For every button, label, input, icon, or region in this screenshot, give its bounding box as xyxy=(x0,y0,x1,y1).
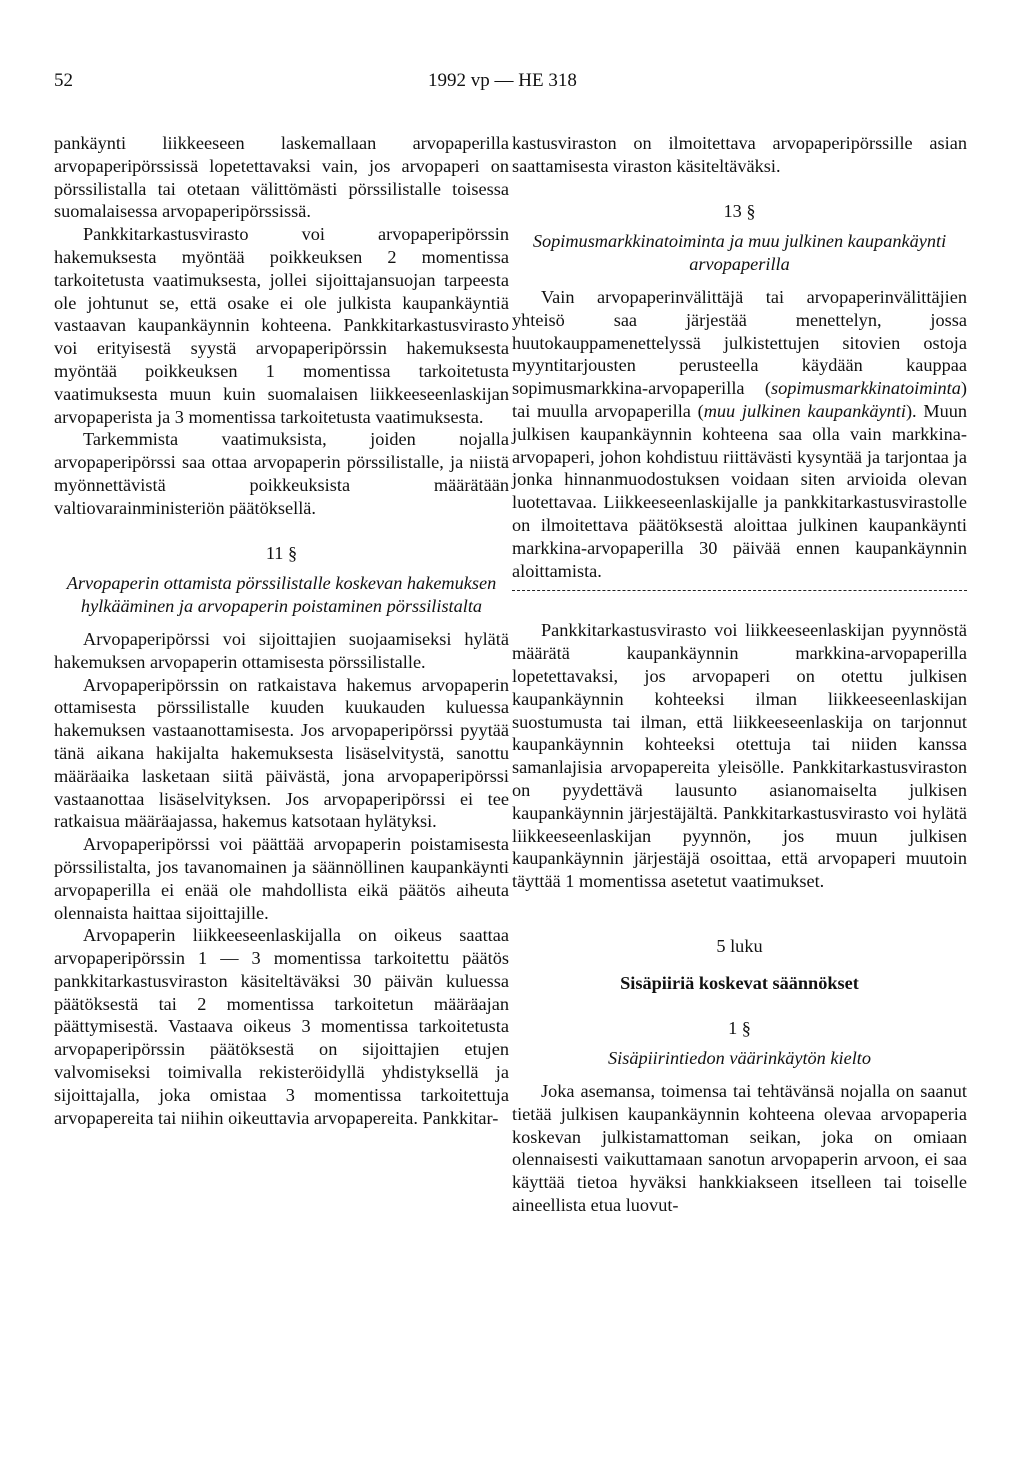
paragraph: Joka asemansa, toimensa tai tehtävänsä nojalla on saanut tietää julkisen kaupankäynnin kohteena olevaa arvopaperia koskevan julkistamattoman seikan, joka on omiaan olennaisesti vaikuttamaan sanotun arvopaperin arvoon, ei saa käyttää tietoa hyväksi hankkiakseen itselleen tai toiselle aineellista etua luovut- xyxy=(512,1081,967,1216)
page-header xyxy=(0,70,1024,100)
left-column xyxy=(54,132,509,1129)
section-title: Sisäpiirintiedon väärinkäytön kielto xyxy=(607,1048,871,1069)
paragraph: pankäynti liikkeeseen laskemallaan arvopaperilla arvopaperipörssissä lopetettavaksi vain, jos arvopaperi on pörssilistalla tai otetaan välittömästi pörssilistalle toisessa suomalaisessa arvopaperipörssissä. xyxy=(54,133,509,222)
running-title: 1992 vp — HE 318 xyxy=(428,70,577,91)
section-title: Sopimusmarkkinatoiminta ja muu julkinen kaupankäynti arvopaperilla xyxy=(532,231,947,275)
paragraph: Arvopaperipörssi voi päättää arvopaperin poistamisesta pörssilistalta, jos tavanomainen ja säännöllinen kaupankäynti arvopaperilla ei enää ole mahdollista eikä päätös aiheuta olennaista haittaa sijoittajille. xyxy=(54,834,509,923)
defined-term: muu julkinen kaupankäynti xyxy=(703,400,906,421)
paragraph: Pankkitarkastusvirasto voi liikkeeseenlaskijan pyynnöstä määrätä kaupankäynnin markkina-arvopaperilla lopetettavaksi, jos arvopaperi on otettu julkisen kaupankäynnin kohteeksi ilman liikkeeseenlaskijan suostumusta tai ilman, että liikkeeseenlaskija on tarjonnut kaupankäynnin kohteeksi otettuja tai niiden kanssa samanlajisia arvopapereita yleisölle. Pankkitarkastusviraston on pyydettävä lausunto asianomaiselta julkisen kaupankäynnin järjestäjältä. Pankkitarkastusvirasto voi hylätä liikkeeseenlaskijan pyynnön, jos muun julkisen kaupankäynnin järjestäjä osoittaa, että arvopaperi muutoin täyttää 1 momentissa asetetut vaatimukset. xyxy=(512,620,967,892)
section-title: Arvopaperin ottamista pörssilistalle koskevan hakemuksen hylkääminen ja arvopaperin poistaminen pörssilistalta xyxy=(66,573,497,617)
paragraph: kastusviraston on ilmoitettava arvopaperipörssille asian saattamisesta viraston käsiteltäväksi. xyxy=(512,133,967,176)
chapter-title: Sisäpiiriä koskevat säännökset xyxy=(620,972,859,993)
text-run: Vain arvopaperinvälittäjä tai arvopaperinvälittäjien yhteisö saa järjestää menettelyn, jossa huutokauppamenettelyssä julkistettujen sitovien ostoja myyntitarjousten perusteella käydään kauppaa sopimusmarkkina-arvopaperilla ( xyxy=(512,286,967,399)
page-number: 52 xyxy=(54,70,73,91)
section-number: 1 § xyxy=(728,1017,751,1038)
omission-dashes xyxy=(512,590,967,599)
section-number: 11 § xyxy=(265,542,298,563)
defined-term: sopimusmarkkinatoiminta xyxy=(770,378,961,399)
text-run: ) tai muulla arvopaperilla ( xyxy=(512,378,967,421)
text-run: ). Muun julkisen kaupankäynnin kohteena saa olla vain markkina-arvopaperi, johon kohdistuu riittävästi kysyntää ja tarjontaa ja jonka hinnanmuodostuksen voidaan siten arvioida olevan luotettavaa. Liikkeeseenlaskijalle ja pankkitarkastusvirastolle on ilmoitettava päätöksestä aloittaa julkinen kaupankäynti markkina-arvopaperilla 30 päivää ennen kaupankäynnin aloittamista. xyxy=(512,400,968,581)
paragraph: Pankkitarkastusvirasto voi arvopaperipörssin hakemuksesta myöntää poikkeuksen 2 momentissa tarkoitetusta vaatimuksesta, jollei sijoittajansuojan tarpeesta ole johtunut se, että osake ei ole julkista kaupankäyntiä vastaavan kaupankäynnin kohteena. Pankkitarkastusvirasto voi erityisestä syystä arvopaperipörssin hakemuksesta myöntää poikkeuksen 1 momentissa tarkoitetusta vaatimuksesta muun kuin suomalaisen liikkeeseenlaskijan arvopaperista ja 3 momentissa tarkoitetusta vaatimuksesta. xyxy=(54,224,509,427)
paragraph: Arvopaperin liikkeeseenlaskijalla on oikeus saattaa arvopaperipörssin 1 — 3 momentissa tarkoitettu päätös pankkitarkastusviraston käsiteltäväksi 30 päivän kuluessa päätöksestä tai 2 momentissa tarkoitetun määräajan päättymisestä. Vastaava oikeus 3 momentissa tarkoitetusta arvopaperipörssin päätöksestä on sijoittajien etujen valvomiseksi toimivalla rekisteröidyllä yhdistyksellä ja sijoittajalla, joka omistaa 3 momentissa tarkoitettuja arvopapereita tai niihin oikeuttavia arvopapereita. Pankkitar- xyxy=(54,925,509,1128)
section-number: 13 § xyxy=(723,200,756,221)
chapter-number: 5 luku xyxy=(716,935,763,956)
paragraph: Arvopaperipörssi voi sijoittajien suojaamiseksi hylätä hakemuksen arvopaperin ottamisesta pörssilistalle. xyxy=(54,628,509,672)
paragraph: Tarkemmista vaatimuksista, joiden nojalla arvopaperipörssi saa ottaa arvopaperin pörssilistalle, ja niistä myönnettävistä poikkeuksista määrätään valtiovarainministeriön päätöksellä. xyxy=(54,429,509,518)
right-column xyxy=(512,132,967,1217)
paragraph xyxy=(512,286,967,582)
paragraph: Arvopaperipörssin on ratkaistava hakemus arvopaperin ottamisesta pörssilistalle kuuden kuukauden kuluessa hakemuksen vastaanottamisesta. Jos arvopaperipörssi pyytää tänä aikana hakijalta hakemuksesta lisäselvitystä, sanottu määräaika lasketaan siitä päivästä, jona arvopaperipörssi vastaanottaa lisäselvityksen. Jos arvopaperipörssi ei tee ratkaisua määräajassa, hakemus katsotaan hylätyksi. xyxy=(54,674,509,832)
